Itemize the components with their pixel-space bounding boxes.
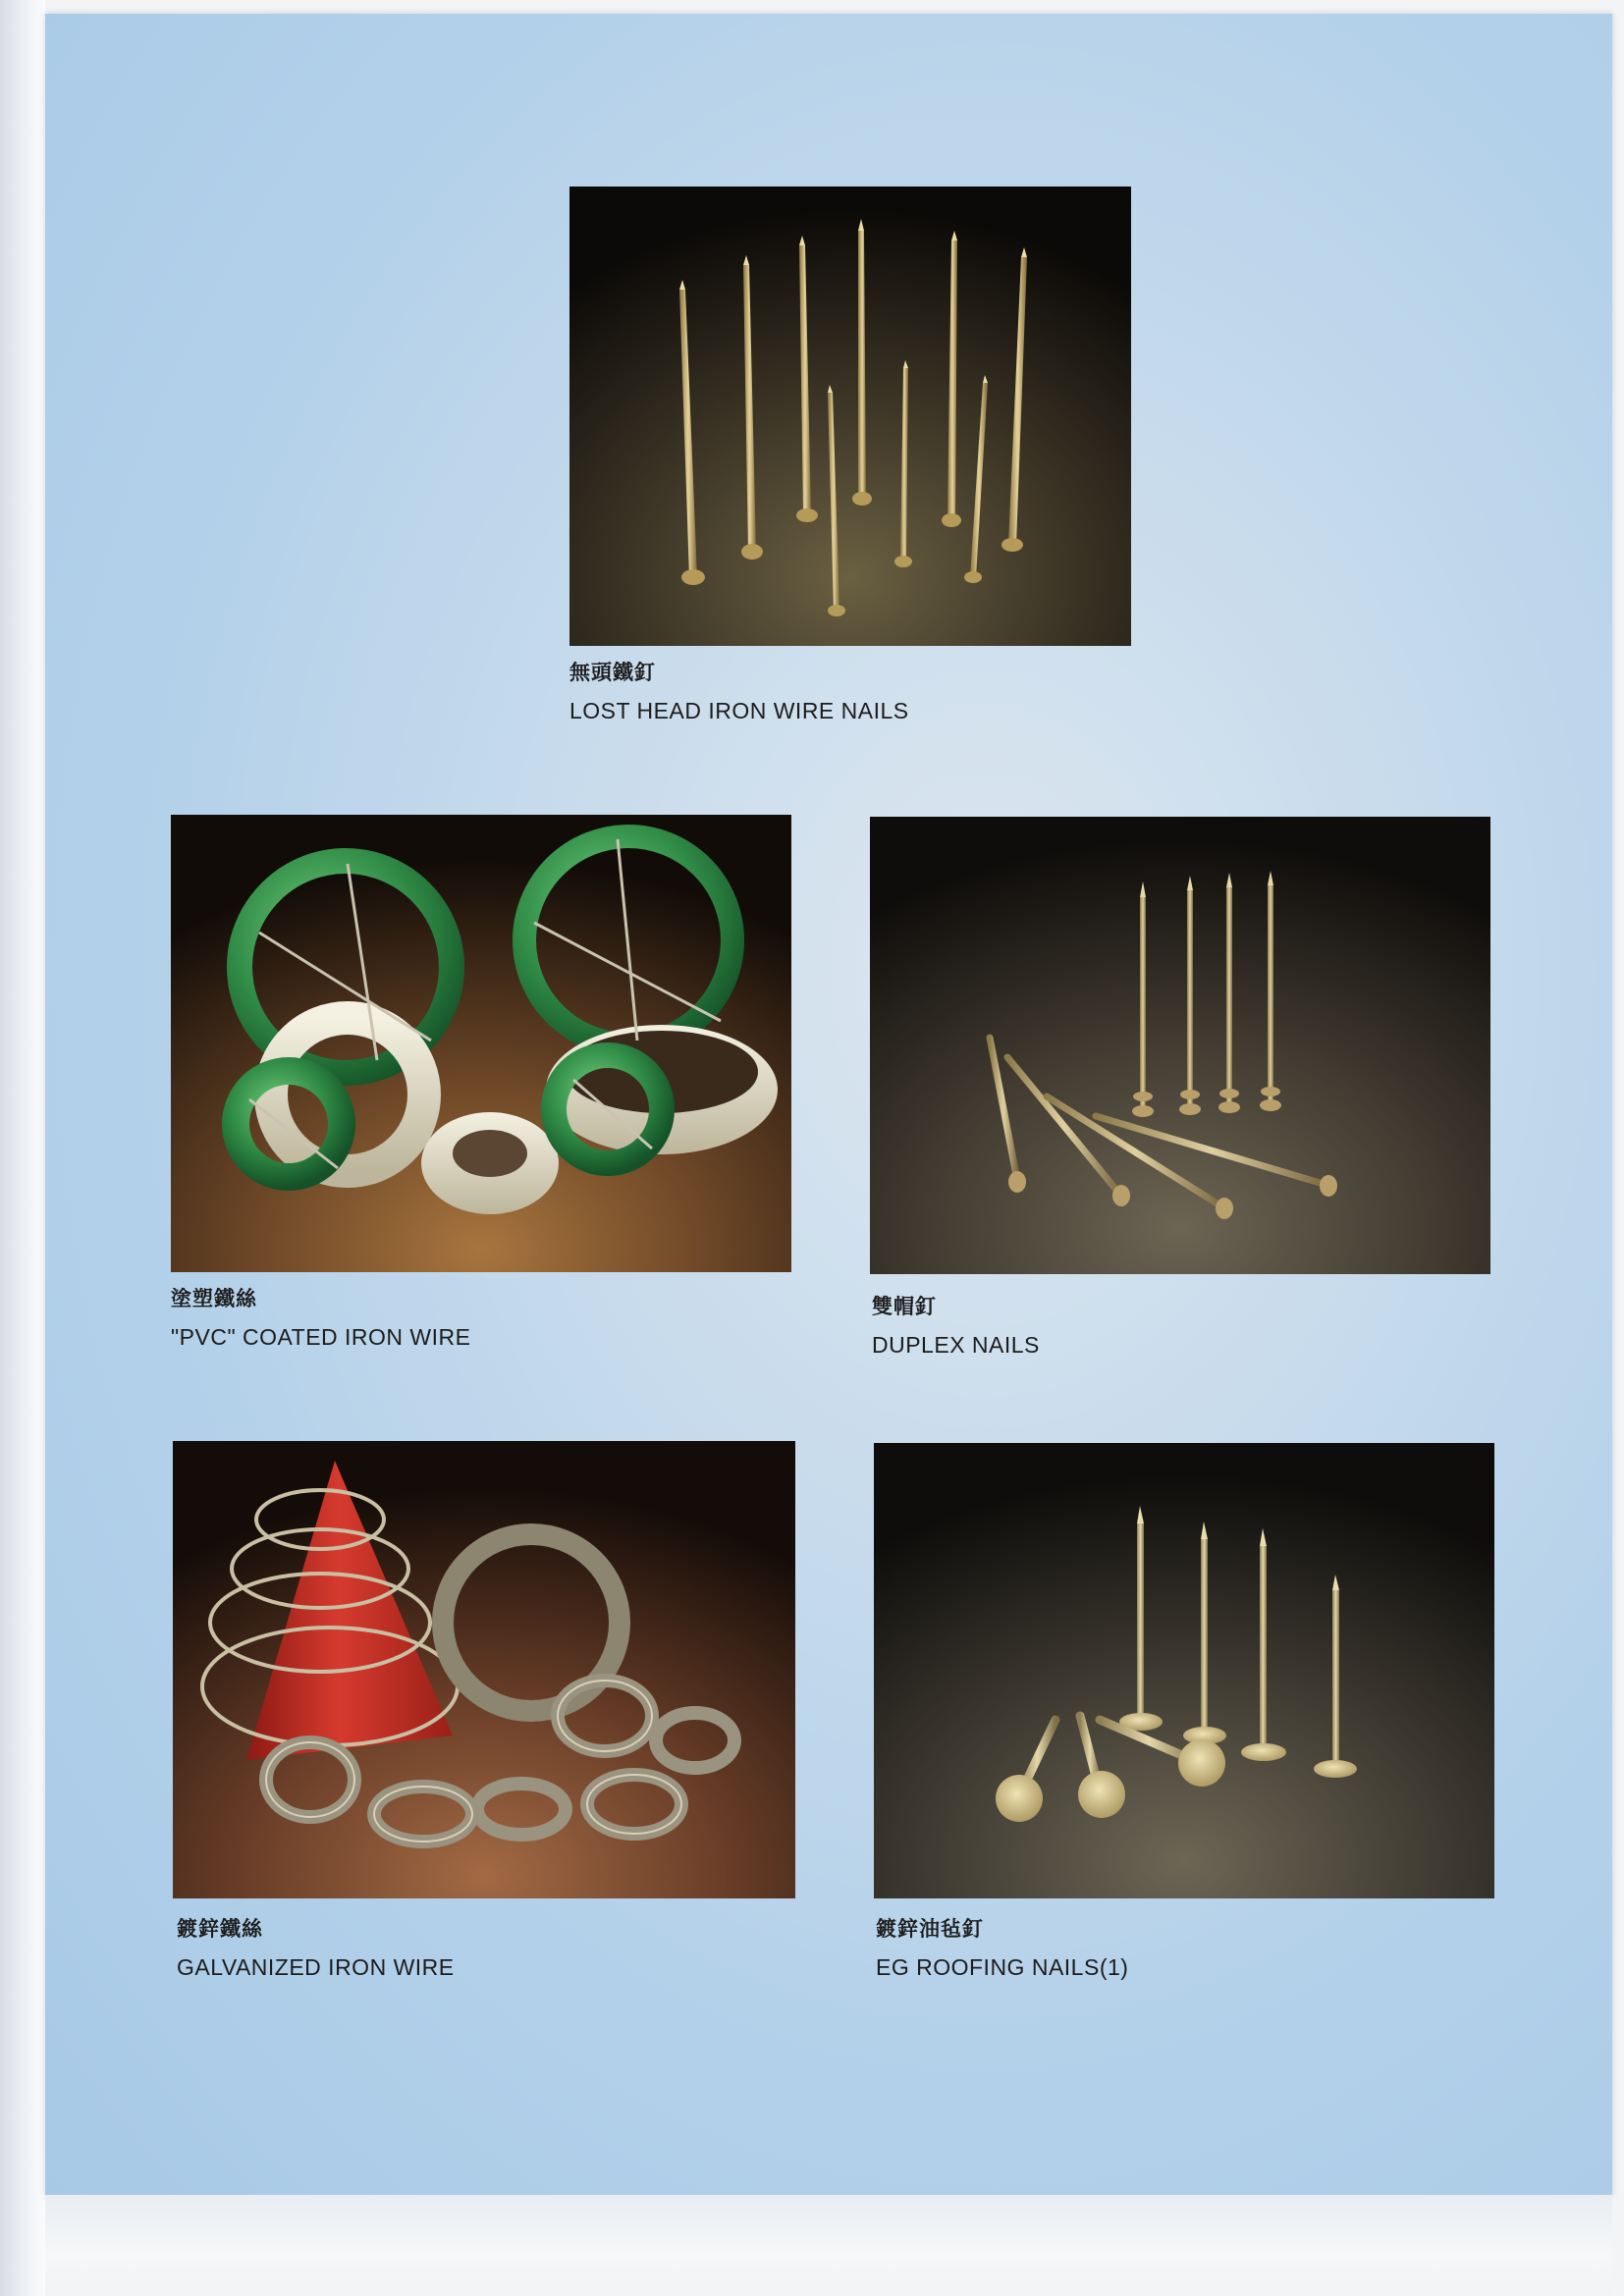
duplex-nails-photo bbox=[870, 817, 1490, 1274]
galvanized-wire-caption bbox=[177, 1916, 455, 1982]
roofing-nails-chinese-label: 鍍鋅油毡釘 bbox=[876, 1917, 984, 1941]
roofing-nails-english-label: EG ROOFING NAILS(1) bbox=[876, 1954, 1129, 1981]
galvanized-wire-chinese-label: 鍍鋅鐵絲 bbox=[177, 1917, 263, 1941]
pvc-coated-wire-english-label: "PVC" COATED IRON WIRE bbox=[171, 1324, 471, 1351]
lost-head-nails-chinese-label: 無頭鐵釘 bbox=[569, 661, 656, 684]
lost-head-nails-english-label: LOST HEAD IRON WIRE NAILS bbox=[569, 698, 909, 724]
lost-head-nails-caption bbox=[569, 660, 909, 725]
page-fold-shadow bbox=[0, 0, 45, 2296]
pvc-coated-wire-chinese-label: 塗塑鐵絲 bbox=[171, 1287, 257, 1310]
pvc-coated-wire-photo bbox=[171, 815, 791, 1272]
duplex-nails-chinese-label: 雙帽釘 bbox=[872, 1295, 937, 1318]
pvc-coated-wire-caption bbox=[171, 1286, 470, 1352]
roofing-nails-caption bbox=[876, 1916, 1128, 1982]
roofing-nails-photo bbox=[874, 1443, 1494, 1898]
page-bottom-margin bbox=[45, 2195, 1612, 2296]
duplex-nails-english-label: DUPLEX NAILS bbox=[872, 1332, 1040, 1359]
lost-head-nails-photo bbox=[569, 187, 1131, 646]
galvanized-wire-photo bbox=[173, 1441, 795, 1898]
duplex-nails-caption bbox=[872, 1294, 1040, 1360]
galvanized-wire-english-label: GALVANIZED IRON WIRE bbox=[177, 1954, 455, 1981]
